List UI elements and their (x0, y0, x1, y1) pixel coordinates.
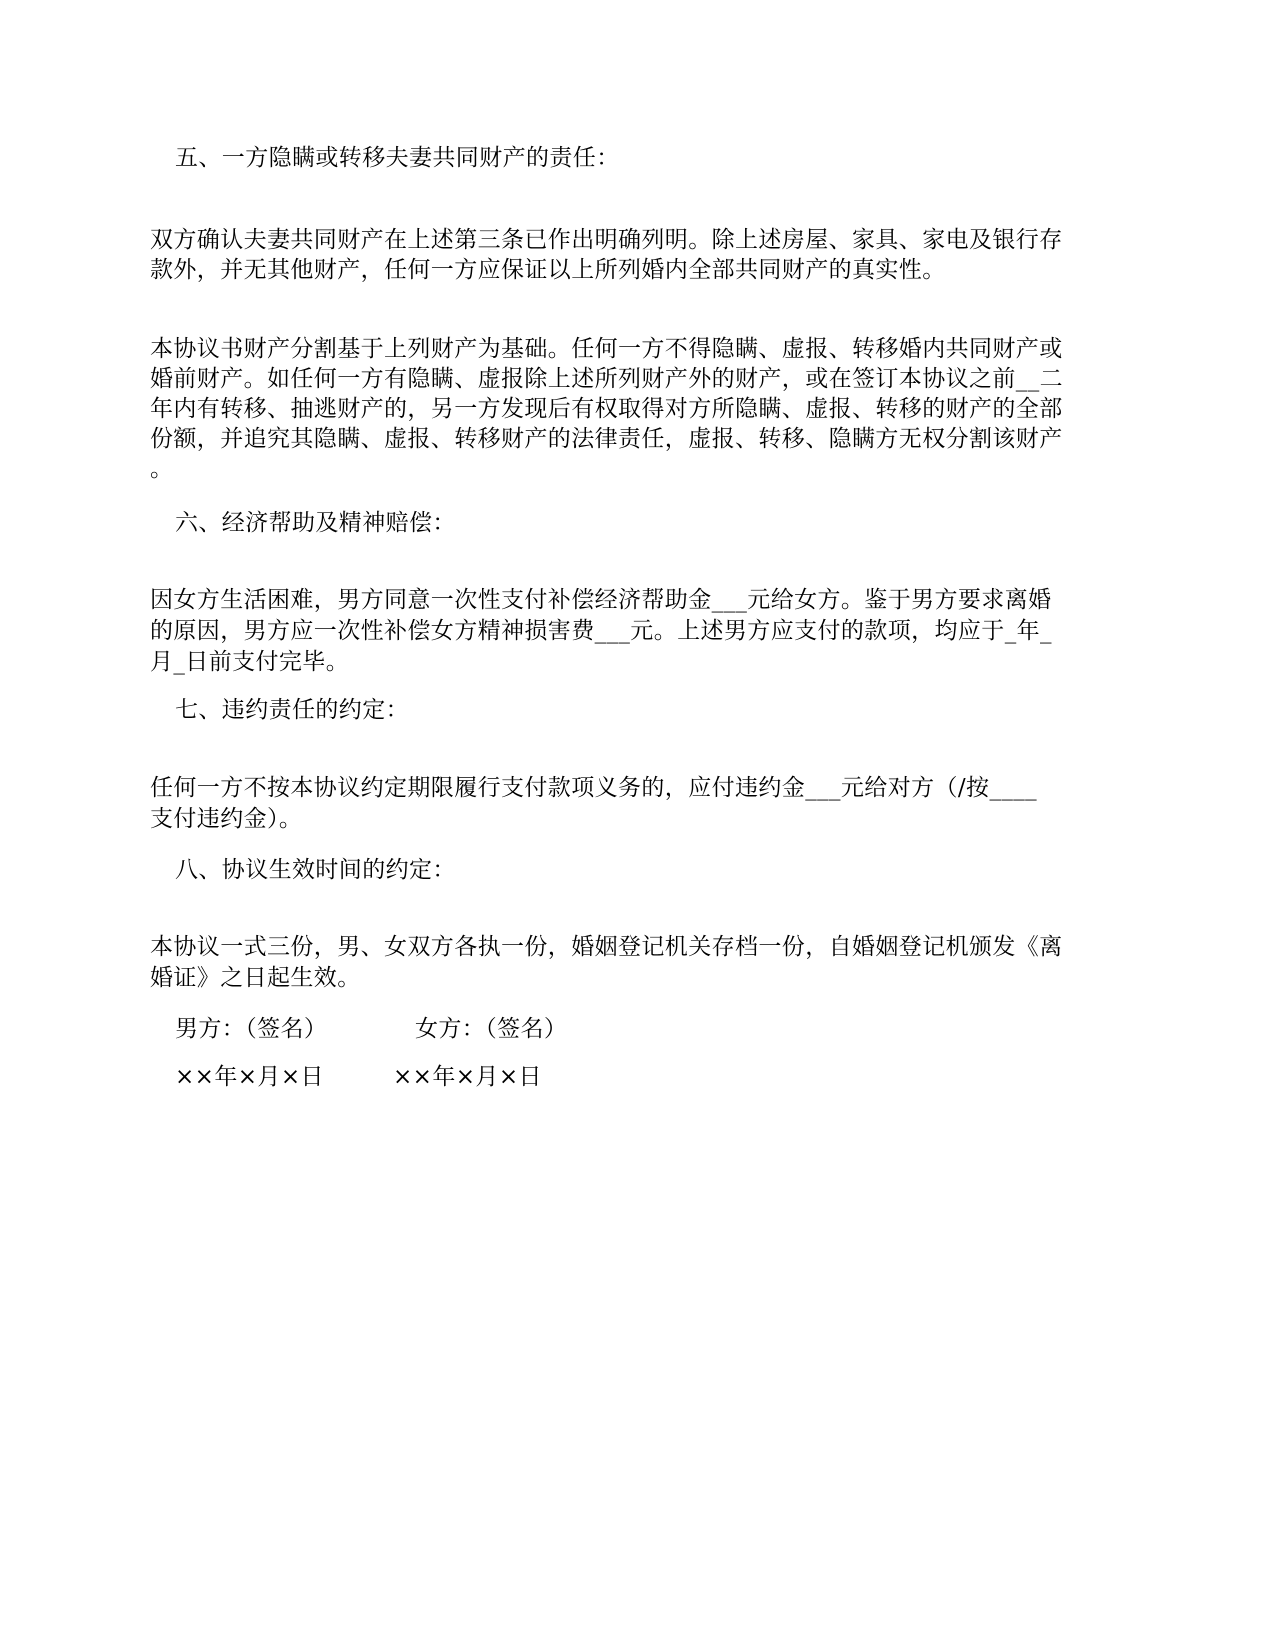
section-8-heading: 八、协议生效时间的约定： (175, 857, 456, 883)
section-7-para-1-line-1: 任何一方不按本协议约定期限履行支付款项义务的，应付违约金___元给对方（/按____ (150, 775, 1038, 801)
section-5-para-2-line-1: 本协议书财产分割基于上列财产为基础。任何一方不得隐瞒、虚报、转移婚内共同财产或 (150, 336, 1063, 362)
section-5-para-2-line-4: 份额，并追究其隐瞒、虚报、转移财产的法律责任，虚报、转移、隐瞒方无权分割该财产 (150, 426, 1063, 452)
female-signature-date: ××年×月×日 (393, 1064, 542, 1090)
section-7-para-1-line-2: 支付违约金）。 (150, 806, 303, 832)
section-5-para-1-line-1: 双方确认夫妻共同财产在上述第三条已作出明确列明。除上述房屋、家具、家电及银行存 (150, 227, 1063, 253)
section-6-para-1-line-2: 的原因，男方应一次性补偿女方精神损害费___元。上述男方应支付的款项，均应于_年_ (150, 618, 1052, 644)
section-7-heading: 七、违约责任的约定： (175, 697, 409, 723)
section-8-para-1-line-1: 本协议一式三份，男、女双方各执一份，婚姻登记机关存档一份，自婚姻登记机颁发《离 (150, 934, 1063, 960)
section-6-heading: 六、经济帮助及精神赔偿： (175, 510, 456, 536)
section-5-para-2-line-3: 年内有转移、抽逃财产的，另一方发现后有权取得对方所隐瞒、虚报、转移的财产的全部 (150, 396, 1063, 422)
section-5-para-2-line-5: 。 (150, 456, 174, 482)
section-6-para-1-line-3: 月_日前支付完毕。 (150, 649, 350, 675)
section-5-para-2-line-2: 婚前财产。如任何一方有隐瞒、虚报除上述所列财产外的财产，或在签订本协议之前__二 (150, 366, 1063, 392)
male-signature-date: ××年×月×日 (175, 1064, 324, 1090)
section-5-para-1-line-2: 款外，并无其他财产，任何一方应保证以上所列婚内全部共同财产的真实性。 (150, 257, 946, 283)
section-8-para-1-line-2: 婚证》之日起生效。 (150, 965, 361, 991)
section-5-heading: 五、一方隐瞒或转移夫妻共同财产的责任： (175, 145, 620, 171)
female-signature-label: 女方：（签名） (415, 1016, 568, 1042)
section-6-para-1-line-1: 因女方生活困难，男方同意一次性支付补偿经济帮助金___元给女方。鉴于男方要求离婚 (150, 587, 1052, 613)
male-signature-label: 男方：（签名） (175, 1016, 328, 1042)
